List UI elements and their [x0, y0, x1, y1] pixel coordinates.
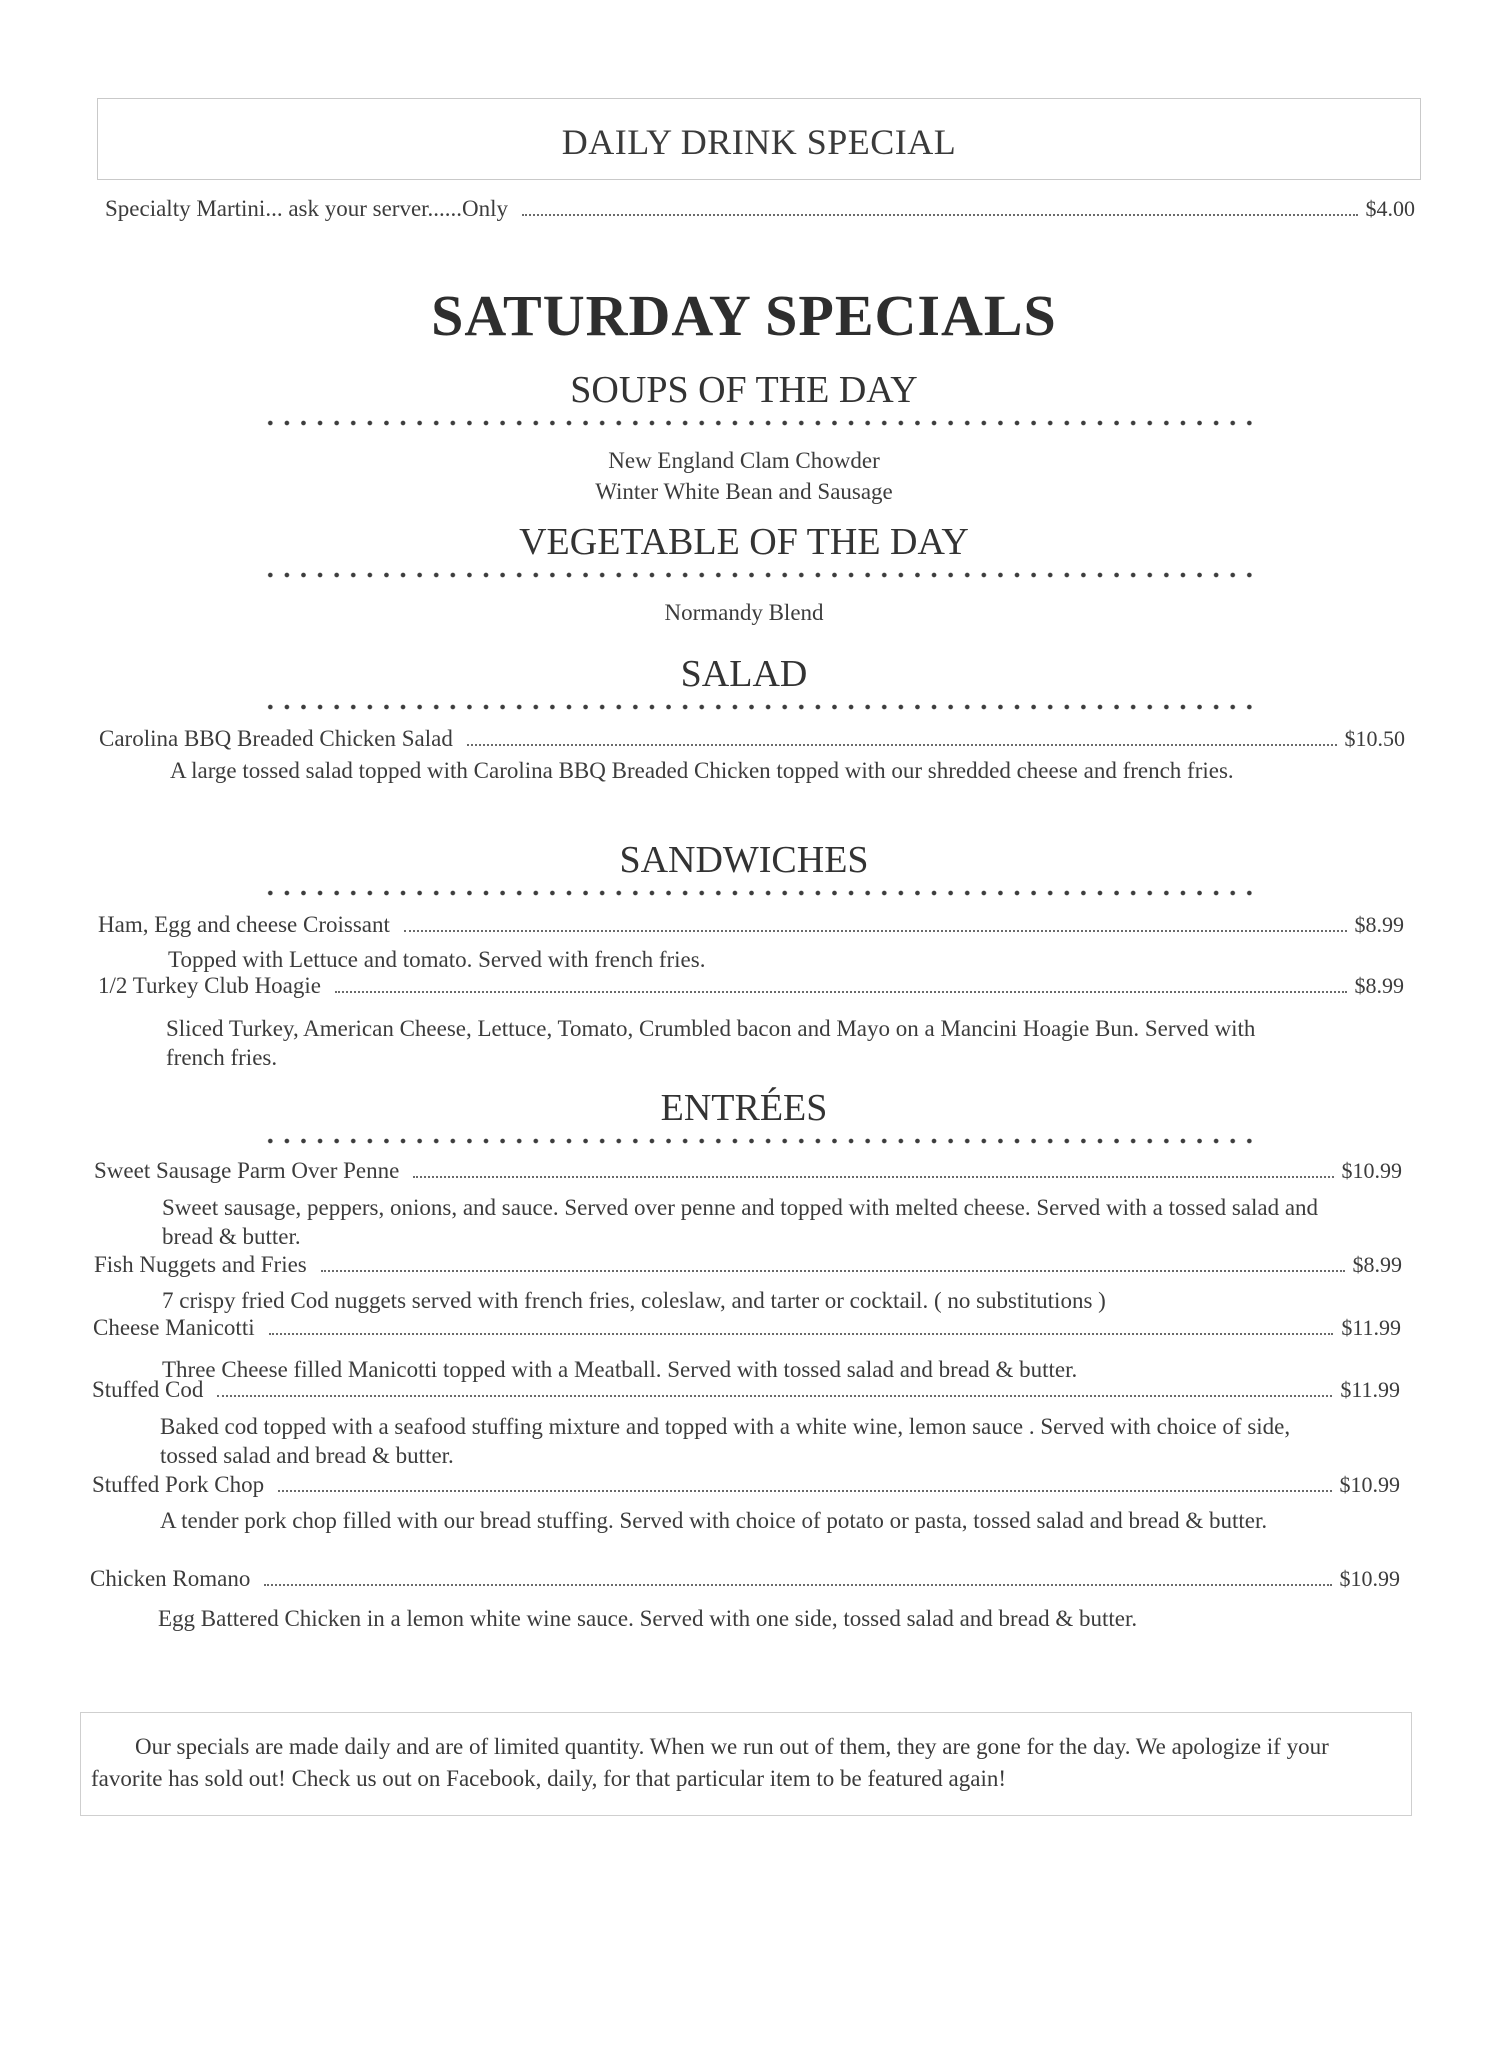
- drink-special-title: DAILY DRINK SPECIAL: [561, 122, 957, 162]
- soups-heading: SOUPS OF THE DAY: [570, 369, 918, 411]
- sandwiches-heading: SANDWICHES: [619, 839, 869, 881]
- page-title: SATURDAY SPECIALS: [431, 283, 1057, 348]
- specials-note-box: [80, 1712, 1412, 1816]
- dot-leader: [321, 1269, 1345, 1272]
- section-divider: [262, 890, 1258, 896]
- section-divider: [262, 704, 1258, 710]
- dot-leader: [269, 1332, 1334, 1335]
- menu-item-name: Stuffed Pork Chop: [92, 1472, 265, 1497]
- menu-item-name: Ham, Egg and cheese Croissant: [98, 912, 390, 937]
- dot-leader: [335, 990, 1347, 993]
- menu-item-row: [99, 726, 1405, 752]
- menu-item-description: Three Cheese filled Manicotti topped with a Meatball. Served with tossed salad and bread & butter.: [162, 1357, 1078, 1382]
- menu-item-description: Sweet sausage, peppers, onions, and sauce. Served over penne and topped with melted cheese. Served with a tossed salad and bread & butter.: [162, 1195, 1319, 1249]
- menu-item-row: [98, 973, 1404, 999]
- vegetable-item: Normandy Blend: [664, 600, 824, 625]
- dot-leader: [217, 1394, 1332, 1397]
- menu-item-name: 1/2 Turkey Club Hoagie: [98, 973, 321, 998]
- menu-item-price: $8.99: [1352, 1252, 1402, 1277]
- menu-item-name: Chicken Romano: [90, 1566, 251, 1591]
- drink-special-price: $4.00: [1365, 196, 1415, 221]
- specials-note: Our specials are made daily and are of limited quantity. When we run out of them, they are gone for the day. We apologize if your favorite has sold out! Check us out on Facebook, daily, for that particular item to be featured again!: [91, 1734, 1329, 1791]
- menu-item-description: Baked cod topped with a seafood stuffing mixture and topped with a white wine, lemon sauce . Served with choice of side, tossed salad and bread & butter.: [160, 1414, 1291, 1468]
- menu-item-row: [92, 1472, 1400, 1498]
- section-divider: [262, 572, 1258, 578]
- section-divider: [262, 1138, 1258, 1144]
- menu-item-price: $11.99: [1341, 1315, 1401, 1340]
- menu-item-description: Topped with Lettuce and tomato. Served with french fries.: [168, 947, 706, 972]
- menu-item-price: $8.99: [1354, 912, 1404, 937]
- menu-item-row: [93, 1315, 1401, 1341]
- menu-item-name: Sweet Sausage Parm Over Penne: [94, 1158, 400, 1183]
- menu-item-row: [90, 1566, 1400, 1592]
- drink-special-item: Specialty Martini... ask your server......Only: [105, 196, 509, 221]
- menu-item-name: Fish Nuggets and Fries: [94, 1252, 307, 1277]
- menu-item-description: A tender pork chop filled with our bread stuffing. Served with choice of potato or pasta, tossed salad and bread & butter.: [160, 1508, 1268, 1533]
- menu-item-row: [94, 1158, 1402, 1184]
- menu-item-price: $10.99: [1341, 1158, 1402, 1183]
- menu-item-description: Sliced Turkey, American Cheese, Lettuce, Tomato, Crumbled bacon and Mayo on a Mancini Hoagie Bun. Served with french fries.: [166, 1016, 1256, 1070]
- dot-leader: [413, 1175, 1333, 1178]
- menu-item-price: $10.50: [1344, 726, 1405, 751]
- menu-item-name: Carolina BBQ Breaded Chicken Salad: [99, 726, 453, 751]
- drink-special-box: [97, 98, 1421, 180]
- soup-item: New England Clam Chowder: [608, 448, 880, 473]
- soup-item: Winter White Bean and Sausage: [595, 479, 893, 504]
- dot-leader: [467, 743, 1337, 746]
- vegetable-heading: VEGETABLE OF THE DAY: [519, 521, 969, 563]
- menu-item-name: Cheese Manicotti: [93, 1315, 255, 1340]
- entrees-heading: ENTRÉES: [660, 1087, 828, 1129]
- menu-item-description: 7 crispy fried Cod nuggets served with french fries, coleslaw, and tarter or cocktail. ( no substitutions ): [162, 1288, 1106, 1313]
- menu-item-price: $10.99: [1339, 1566, 1400, 1591]
- dot-leader: [404, 929, 1347, 932]
- dot-leader: [522, 213, 1357, 216]
- dot-leader: [278, 1489, 1331, 1492]
- menu-item-price: $10.99: [1339, 1472, 1400, 1497]
- section-divider: [262, 420, 1258, 426]
- menu-item-row: [98, 912, 1404, 938]
- salad-heading: SALAD: [680, 653, 808, 695]
- menu-item-price: $11.99: [1340, 1377, 1400, 1402]
- drink-special-row: [105, 196, 1415, 222]
- menu-item-price: $8.99: [1354, 973, 1404, 998]
- dot-leader: [264, 1583, 1331, 1586]
- menu-item-row: [94, 1252, 1402, 1278]
- menu-item-description: A large tossed salad topped with Carolina BBQ Breaded Chicken topped with our shredded cheese and french fries.: [170, 758, 1234, 783]
- menu-item-row: [92, 1377, 1400, 1403]
- menu-item-description: Egg Battered Chicken in a lemon white wine sauce. Served with one side, tossed salad and bread & butter.: [158, 1606, 1138, 1631]
- menu-item-name: Stuffed Cod: [92, 1377, 204, 1402]
